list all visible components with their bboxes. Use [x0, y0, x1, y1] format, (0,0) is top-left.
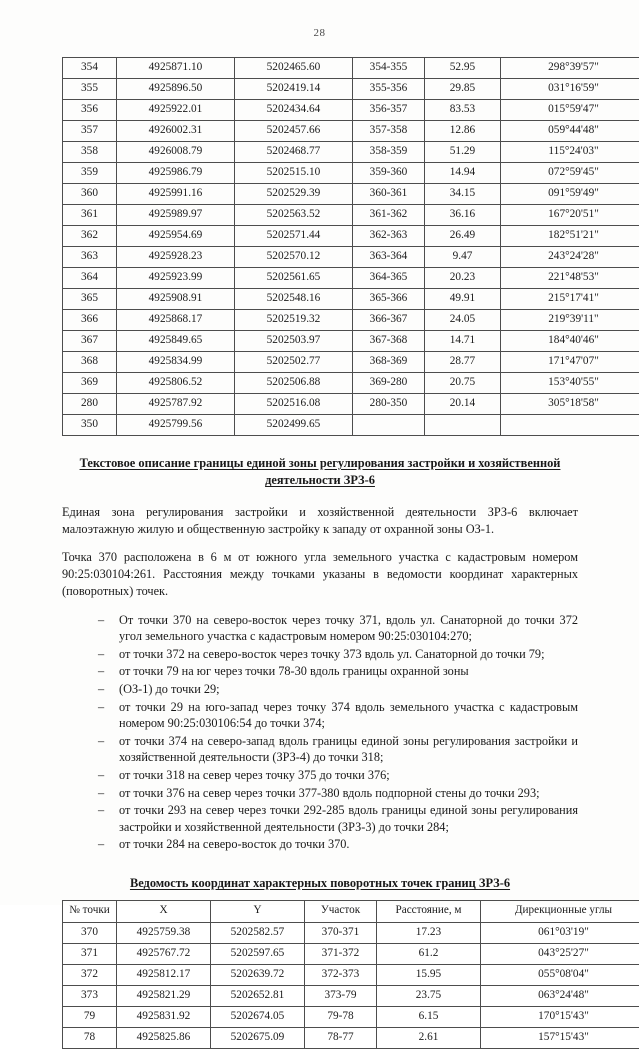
list-item-text: от точки 374 на северо-запад вдоль границы единой зоны регулирования застройки и хозяйственной деятельности (ЗРЗ-4) до точки 318; — [119, 734, 578, 765]
table-row — [63, 373, 639, 394]
segment-id: 371-372 — [305, 943, 377, 964]
segment-id: 372-373 — [305, 964, 377, 985]
coordinate-y: 5202674.05 — [211, 1006, 305, 1027]
coordinate-y: 5202529.39 — [235, 184, 353, 205]
point-number: 358 — [63, 142, 117, 163]
coordinate-y: 5202563.52 — [235, 205, 353, 226]
coordinate-x: 4925812.17 — [117, 964, 211, 985]
list-item — [62, 767, 578, 784]
distance-value: 15.95 — [377, 964, 481, 985]
table-row — [63, 163, 639, 184]
directional-angle: 091°59'49" — [501, 184, 639, 205]
segment-id: 360-361 — [353, 184, 425, 205]
coordinate-x: 4925922.01 — [117, 100, 235, 121]
coordinate-x: 4925954.69 — [117, 226, 235, 247]
list-item — [62, 699, 578, 732]
list-item-text: от точки 372 на северо-восток через точку 373 вдоль ул. Санаторной до точки 79; — [119, 647, 545, 661]
page-content — [62, 57, 578, 1049]
point-number: 361 — [63, 205, 117, 226]
distance-value: 26.49 — [425, 226, 501, 247]
coordinate-y: 5202506.88 — [235, 373, 353, 394]
distance-value: 83.53 — [425, 100, 501, 121]
list-item-text: от точки 376 на север через точки 377-380 вдоль подпорной стены до точки 293; — [119, 786, 540, 800]
distance-value: 6.15 — [377, 1006, 481, 1027]
coordinate-y: 5202516.08 — [235, 394, 353, 415]
table-row — [63, 964, 639, 985]
segment-id: 354-355 — [353, 58, 425, 79]
directional-angle: 072°59'45" — [501, 163, 639, 184]
boundary-description-list — [62, 612, 578, 853]
coordinate-y: 5202582.57 — [211, 922, 305, 943]
coordinate-y: 5202468.77 — [235, 142, 353, 163]
distance-value: 14.71 — [425, 331, 501, 352]
distance-value: 49.91 — [425, 289, 501, 310]
dash-bullet-icon: – — [98, 699, 104, 716]
segment-id: 358-359 — [353, 142, 425, 163]
segment-id: 78-77 — [305, 1027, 377, 1048]
point-number: 356 — [63, 100, 117, 121]
list-item — [62, 733, 578, 766]
coordinate-x: 4925928.23 — [117, 247, 235, 268]
coordinate-y: 5202465.60 — [235, 58, 353, 79]
directional-angle: 182°51'21" — [501, 226, 639, 247]
paragraph-zone-description: Единая зона регулирования застройки и хозяйственной деятельности ЗРЗ-6 включает малоэтажную жилую и общественную застройку к западу от охранной зоны ОЗ-1. — [62, 504, 578, 537]
distance-value: 52.95 — [425, 58, 501, 79]
segment-id: 361-362 — [353, 205, 425, 226]
list-item — [62, 785, 578, 802]
directional-angle — [501, 415, 639, 436]
table-row — [63, 184, 639, 205]
coordinate-y: 5202499.65 — [235, 415, 353, 436]
table-row — [63, 268, 639, 289]
table-row — [63, 79, 639, 100]
coordinate-x: 4925896.50 — [117, 79, 235, 100]
distance-value: 29.85 — [425, 79, 501, 100]
dash-bullet-icon: – — [98, 733, 104, 750]
coordinates-table-zrz6 — [62, 900, 639, 1049]
segment-id: 356-357 — [353, 100, 425, 121]
list-item — [62, 681, 578, 698]
paragraph-point-370-location: Точка 370 расположена в 6 м от южного угла земельного участка с кадастровым номером 90:25:030104:261. Расстояния между точками указаны в ведомости координат характерных (поворотных) точек. — [62, 549, 578, 599]
table-row — [63, 943, 639, 964]
coordinate-x: 4925989.97 — [117, 205, 235, 226]
column-header: Расстояние, м — [377, 900, 481, 922]
section-title-text-description — [79, 455, 561, 489]
list-item-text: (ОЗ-1) до точки 29; — [119, 682, 220, 696]
table-row — [63, 1027, 639, 1048]
coordinate-x: 4925991.16 — [117, 184, 235, 205]
point-number: 367 — [63, 331, 117, 352]
table-row — [63, 58, 639, 79]
segment-id: 368-369 — [353, 352, 425, 373]
coordinate-x: 4926002.31 — [117, 121, 235, 142]
list-item-text: от точки 318 на север через точку 375 до точки 376; — [119, 768, 390, 782]
coordinate-y: 5202639.72 — [211, 964, 305, 985]
distance-value: 28.77 — [425, 352, 501, 373]
segment-id: 355-356 — [353, 79, 425, 100]
table-row — [63, 121, 639, 142]
directional-angle: 221°48'53" — [501, 268, 639, 289]
column-header: № точки — [63, 900, 117, 922]
distance-value: 51.29 — [425, 142, 501, 163]
coordinate-x: 4925871.10 — [117, 58, 235, 79]
segment-id: 364-365 — [353, 268, 425, 289]
segment-id — [353, 415, 425, 436]
list-item — [62, 612, 578, 645]
dash-bullet-icon: – — [98, 802, 104, 819]
directional-angle: 061°03'19" — [481, 922, 639, 943]
point-number: 78 — [63, 1027, 117, 1048]
segment-id: 79-78 — [305, 1006, 377, 1027]
point-number: 371 — [63, 943, 117, 964]
directional-angle: 153°40'55" — [501, 373, 639, 394]
table-row — [63, 100, 639, 121]
coordinate-y: 5202571.44 — [235, 226, 353, 247]
coordinate-y: 5202652.81 — [211, 985, 305, 1006]
coordinates-table-continued — [62, 57, 639, 436]
list-item-text: От точки 370 на северо-восток через точку 371, вдоль ул. Санаторной до точки 372 угол земельного участка с кадастровым номером 90:25:030104:270; — [119, 613, 578, 644]
coordinate-y: 5202561.65 — [235, 268, 353, 289]
point-number: 370 — [63, 922, 117, 943]
coordinate-x: 4925923.99 — [117, 268, 235, 289]
dash-bullet-icon: – — [98, 767, 104, 784]
directional-angle: 171°47'07" — [501, 352, 639, 373]
table-row — [63, 352, 639, 373]
coordinate-y: 5202519.32 — [235, 310, 353, 331]
table-row — [63, 205, 639, 226]
distance-value: 12.86 — [425, 121, 501, 142]
segment-id: 370-371 — [305, 922, 377, 943]
table-row — [63, 142, 639, 163]
segment-id: 366-367 — [353, 310, 425, 331]
distance-value: 20.14 — [425, 394, 501, 415]
point-number: 359 — [63, 163, 117, 184]
list-item — [62, 836, 578, 853]
dash-bullet-icon: – — [98, 646, 104, 663]
point-number: 355 — [63, 79, 117, 100]
coordinate-x: 4925908.91 — [117, 289, 235, 310]
coordinate-x: 4925868.17 — [117, 310, 235, 331]
list-item — [62, 646, 578, 663]
table-row — [63, 985, 639, 1006]
point-number: 357 — [63, 121, 117, 142]
dash-bullet-icon: – — [98, 785, 104, 802]
distance-value: 34.15 — [425, 184, 501, 205]
directional-angle: 157°15'43" — [481, 1027, 639, 1048]
point-number: 363 — [63, 247, 117, 268]
table-row — [63, 310, 639, 331]
coordinate-x: 4925787.92 — [117, 394, 235, 415]
directional-angle: 184°40'46" — [501, 331, 639, 352]
directional-angle: 305°18'58" — [501, 394, 639, 415]
coordinate-x: 4925986.79 — [117, 163, 235, 184]
coordinate-y: 5202503.97 — [235, 331, 353, 352]
segment-id: 365-366 — [353, 289, 425, 310]
section-title-coordinates-register — [62, 875, 578, 892]
list-item-text: от точки 284 на северо-восток до точки 370. — [119, 837, 349, 851]
list-item-text: от точки 79 на юг через точки 78-30 вдоль границы охранной зоны — [119, 664, 469, 678]
directional-angle: 043°25'27" — [481, 943, 639, 964]
page-number: 28 — [0, 27, 639, 39]
coordinate-y: 5202502.77 — [235, 352, 353, 373]
coordinate-y: 5202457.66 — [235, 121, 353, 142]
segment-id: 369-280 — [353, 373, 425, 394]
directional-angle: 298°39'57" — [501, 58, 639, 79]
segment-id: 359-360 — [353, 163, 425, 184]
coordinate-x: 4925834.99 — [117, 352, 235, 373]
distance-value — [425, 415, 501, 436]
table-row — [63, 1006, 639, 1027]
distance-value: 17.23 — [377, 922, 481, 943]
directional-angle: 055°08'04" — [481, 964, 639, 985]
segment-id: 373-79 — [305, 985, 377, 1006]
coordinate-y: 5202548.16 — [235, 289, 353, 310]
coordinate-x: 4925806.52 — [117, 373, 235, 394]
directional-angle: 219°39'11" — [501, 310, 639, 331]
table-row — [63, 289, 639, 310]
point-number: 365 — [63, 289, 117, 310]
segment-id: 367-368 — [353, 331, 425, 352]
point-number: 362 — [63, 226, 117, 247]
coordinate-y: 5202434.64 — [235, 100, 353, 121]
table-row — [63, 247, 639, 268]
table-row — [63, 922, 639, 943]
point-number: 350 — [63, 415, 117, 436]
table-header-row — [63, 900, 639, 922]
table-row — [63, 394, 639, 415]
coordinate-x: 4925849.65 — [117, 331, 235, 352]
list-item-text: от точки 293 на север через точки 292-285 вдоль границы единой зоны регулирования застройки и хозяйственной деятельности (ЗРЗ-3) до точки 284; — [119, 803, 578, 834]
distance-value: 20.23 — [425, 268, 501, 289]
point-number: 360 — [63, 184, 117, 205]
distance-value: 20.75 — [425, 373, 501, 394]
distance-value: 61.2 — [377, 943, 481, 964]
segment-id: 362-363 — [353, 226, 425, 247]
directional-angle: 059°44'48" — [501, 121, 639, 142]
list-item-text: от точки 29 на юго-запад через точку 374 вдоль земельного участка с кадастровым номером 90:25:030106:54 до точки 374; — [119, 700, 578, 731]
directional-angle: 215°17'41" — [501, 289, 639, 310]
coordinate-x: 4925825.86 — [117, 1027, 211, 1048]
distance-value: 14.94 — [425, 163, 501, 184]
column-header: Участок — [305, 900, 377, 922]
section-title-2-line-1: Ведомость координат характерных поворотных точек границ ЗРЗ-6 — [130, 876, 510, 890]
directional-angle: 063°24'48" — [481, 985, 639, 1006]
coordinate-x: 4926008.79 — [117, 142, 235, 163]
coordinate-x: 4925767.72 — [117, 943, 211, 964]
table-row — [63, 415, 639, 436]
coordinate-y: 5202675.09 — [211, 1027, 305, 1048]
point-number: 366 — [63, 310, 117, 331]
segment-id: 280-350 — [353, 394, 425, 415]
directional-angle: 243°24'28" — [501, 247, 639, 268]
segment-id: 357-358 — [353, 121, 425, 142]
point-number: 372 — [63, 964, 117, 985]
section-title-line-2: деятельности ЗРЗ-6 — [265, 473, 375, 487]
column-header: Y — [211, 900, 305, 922]
directional-angle: 115°24'03" — [501, 142, 639, 163]
directional-angle: 031°16'59" — [501, 79, 639, 100]
coordinate-y: 5202419.14 — [235, 79, 353, 100]
point-number: 369 — [63, 373, 117, 394]
list-item — [62, 663, 578, 680]
coordinate-x: 4925821.29 — [117, 985, 211, 1006]
coordinate-y: 5202515.10 — [235, 163, 353, 184]
coordinate-x: 4925759.38 — [117, 922, 211, 943]
distance-value: 23.75 — [377, 985, 481, 1006]
coordinate-y: 5202597.65 — [211, 943, 305, 964]
section-title-line-1: Текстовое описание границы единой зоны регулирования застройки и хозяйственной — [80, 456, 561, 470]
column-header: Дирекционные углы — [481, 900, 639, 922]
column-header: X — [117, 900, 211, 922]
coordinate-x: 4925799.56 — [117, 415, 235, 436]
distance-value: 36.16 — [425, 205, 501, 226]
directional-angle: 015°59'47" — [501, 100, 639, 121]
segment-id: 363-364 — [353, 247, 425, 268]
directional-angle: 170°15'43" — [481, 1006, 639, 1027]
table-row — [63, 331, 639, 352]
point-number: 79 — [63, 1006, 117, 1027]
point-number: 280 — [63, 394, 117, 415]
distance-value: 2.61 — [377, 1027, 481, 1048]
coordinate-y: 5202570.12 — [235, 247, 353, 268]
coordinate-x: 4925831.92 — [117, 1006, 211, 1027]
table-row — [63, 226, 639, 247]
point-number: 373 — [63, 985, 117, 1006]
distance-value: 9.47 — [425, 247, 501, 268]
list-item — [62, 802, 578, 835]
point-number: 354 — [63, 58, 117, 79]
point-number: 368 — [63, 352, 117, 373]
dash-bullet-icon: – — [98, 612, 104, 629]
directional-angle: 167°20'51" — [501, 205, 639, 226]
dash-bullet-icon: – — [98, 681, 104, 698]
point-number: 364 — [63, 268, 117, 289]
dash-bullet-icon: – — [98, 663, 104, 680]
dash-bullet-icon: – — [98, 836, 104, 853]
distance-value: 24.05 — [425, 310, 501, 331]
